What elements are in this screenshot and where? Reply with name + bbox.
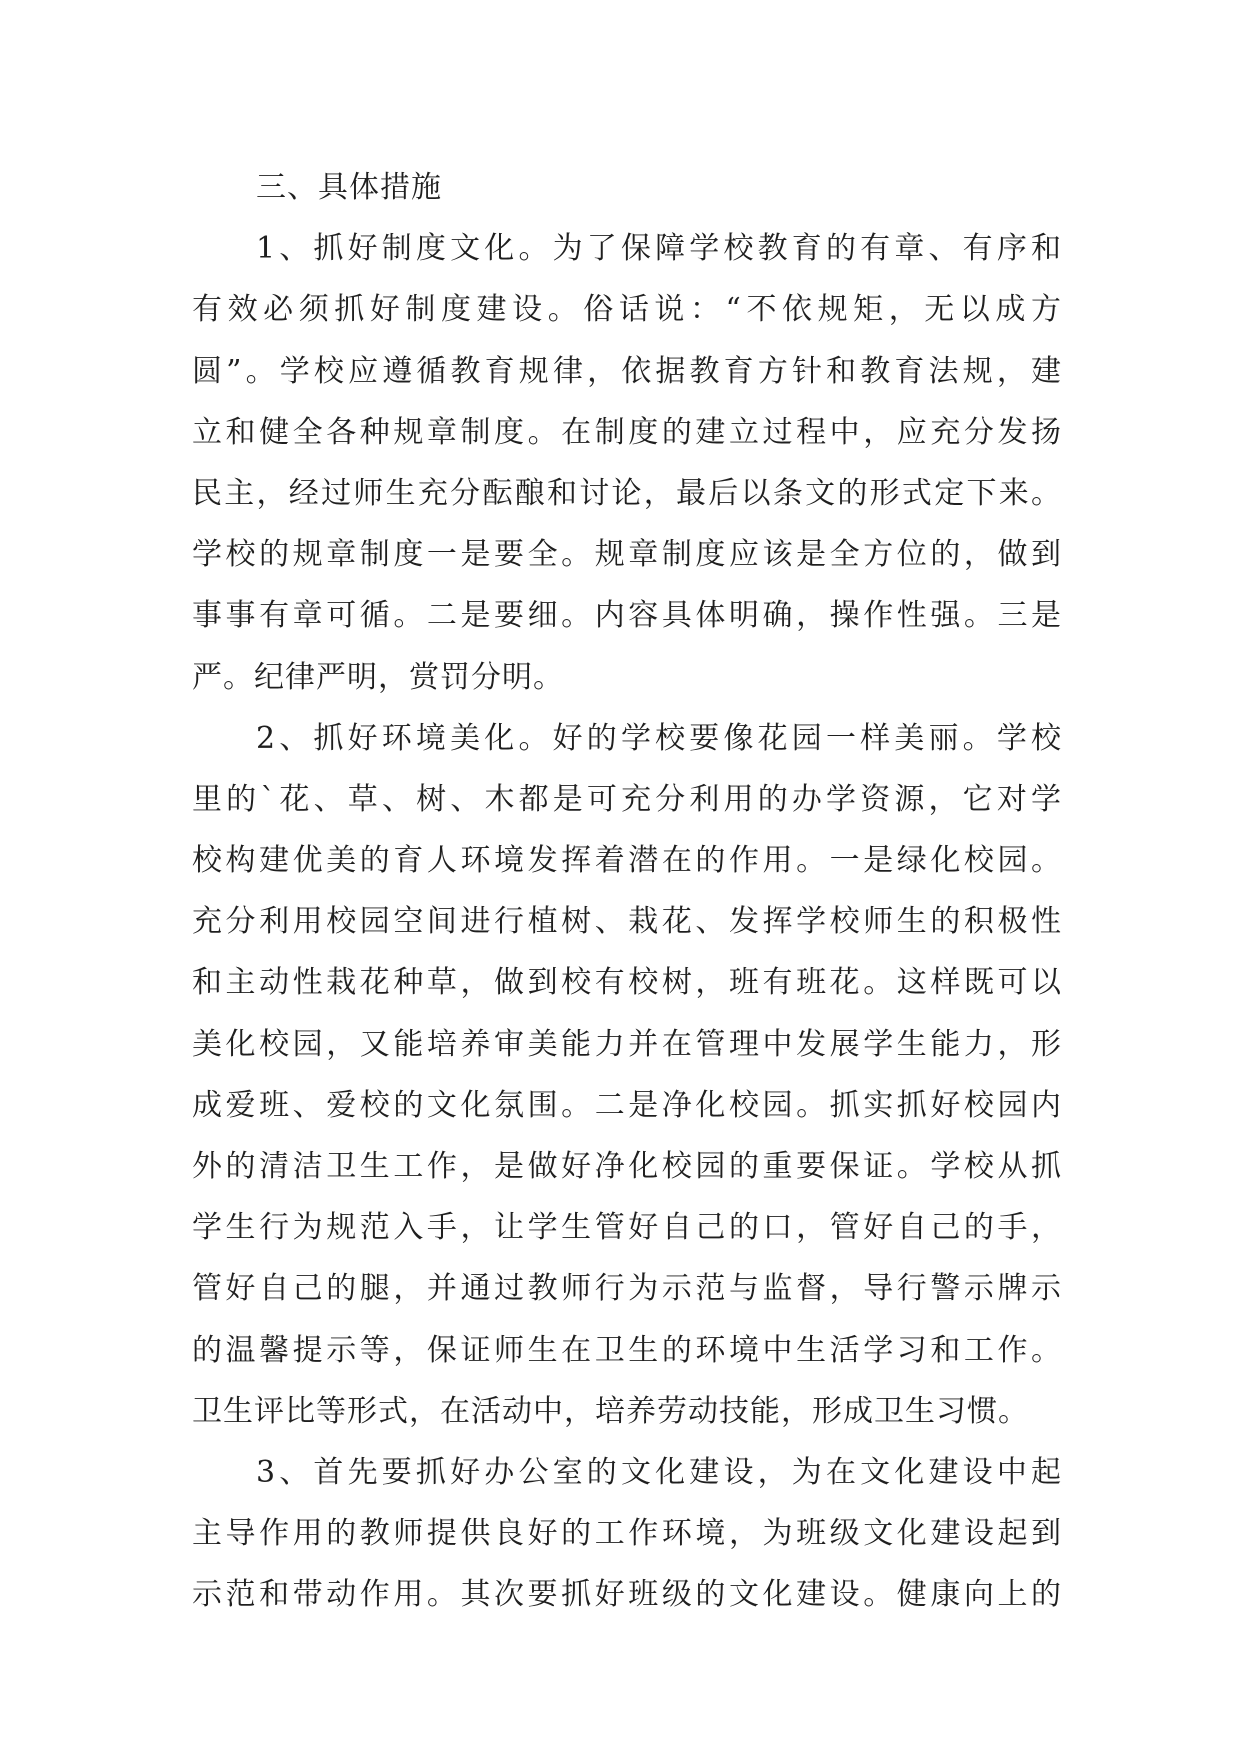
text-line: 学校的规章制度一是要全。规章制度应该是全方位的，做到	[192, 537, 1062, 573]
text-line: 的温馨提示等，保证师生在卫生的环境中生活学习和工作。	[192, 1332, 1062, 1368]
text-line: 三、具体措施	[256, 170, 442, 205]
text-line: 主导作用的教师提供良好的工作环境，为班级文化建设起到	[192, 1516, 1062, 1552]
text-line: 严。纪律严明，赏罚分明。	[192, 659, 564, 695]
text-line: 充分利用校园空间进行植树、栽花、发挥学校师生的积极性	[192, 904, 1062, 940]
text-line: 和主动性栽花种草，做到校有校树，班有班花。这样既可以	[192, 965, 1062, 1001]
text-line: 立和健全各种规章制度。在制度的建立过程中，应充分发扬	[192, 414, 1062, 450]
text-line: 管好自己的腿，并通过教师行为示范与监督，导行警示牌示	[192, 1271, 1062, 1307]
text-line: 有效必须抓好制度建设。俗话说：“不依规矩，无以成方	[192, 292, 1062, 328]
text-line: 示范和带动作用。其次要抓好班级的文化建设。健康向上的	[192, 1577, 1062, 1613]
text-line: 成爱班、爱校的文化氛围。二是净化校园。抓实抓好校园内	[192, 1087, 1062, 1123]
text-line: 民主，经过师生充分酝酿和讨论，最后以条文的形式定下来。	[192, 475, 1062, 511]
text-line: 校构建优美的育人环境发挥着潜在的作用。一是绿化校园。	[192, 843, 1062, 879]
text-line: 圆”。学校应遵循教育规律，依据教育方针和教育法规，建	[192, 353, 1062, 389]
document-body	[192, 157, 1062, 1626]
text-line: 3、首先要抓好办公室的文化建设，为在文化建设中起	[256, 1454, 1062, 1490]
text-line: 外的清洁卫生工作，是做好净化校园的重要保证。学校从抓	[192, 1149, 1062, 1184]
text-line: 里的`花、草、树、木都是可充分利用的办学资源，它对学	[192, 781, 1062, 817]
text-line: 事事有章可循。二是要细。内容具体明确，操作性强。三是	[192, 598, 1062, 634]
text-line: 1、抓好制度文化。为了保障学校教育的有章、有序和	[256, 231, 1062, 267]
text-line: 学生行为规范入手，让学生管好自己的口，管好自己的手，	[192, 1210, 1062, 1246]
text-line: 卫生评比等形式，在活动中，培养劳动技能，形成卫生习惯。	[192, 1393, 1029, 1429]
text-line: 美化校园，又能培养审美能力并在管理中发展学生能力，形	[192, 1026, 1062, 1062]
text-line: 2、抓好环境美化。好的学校要像花园一样美丽。学校	[256, 720, 1062, 756]
